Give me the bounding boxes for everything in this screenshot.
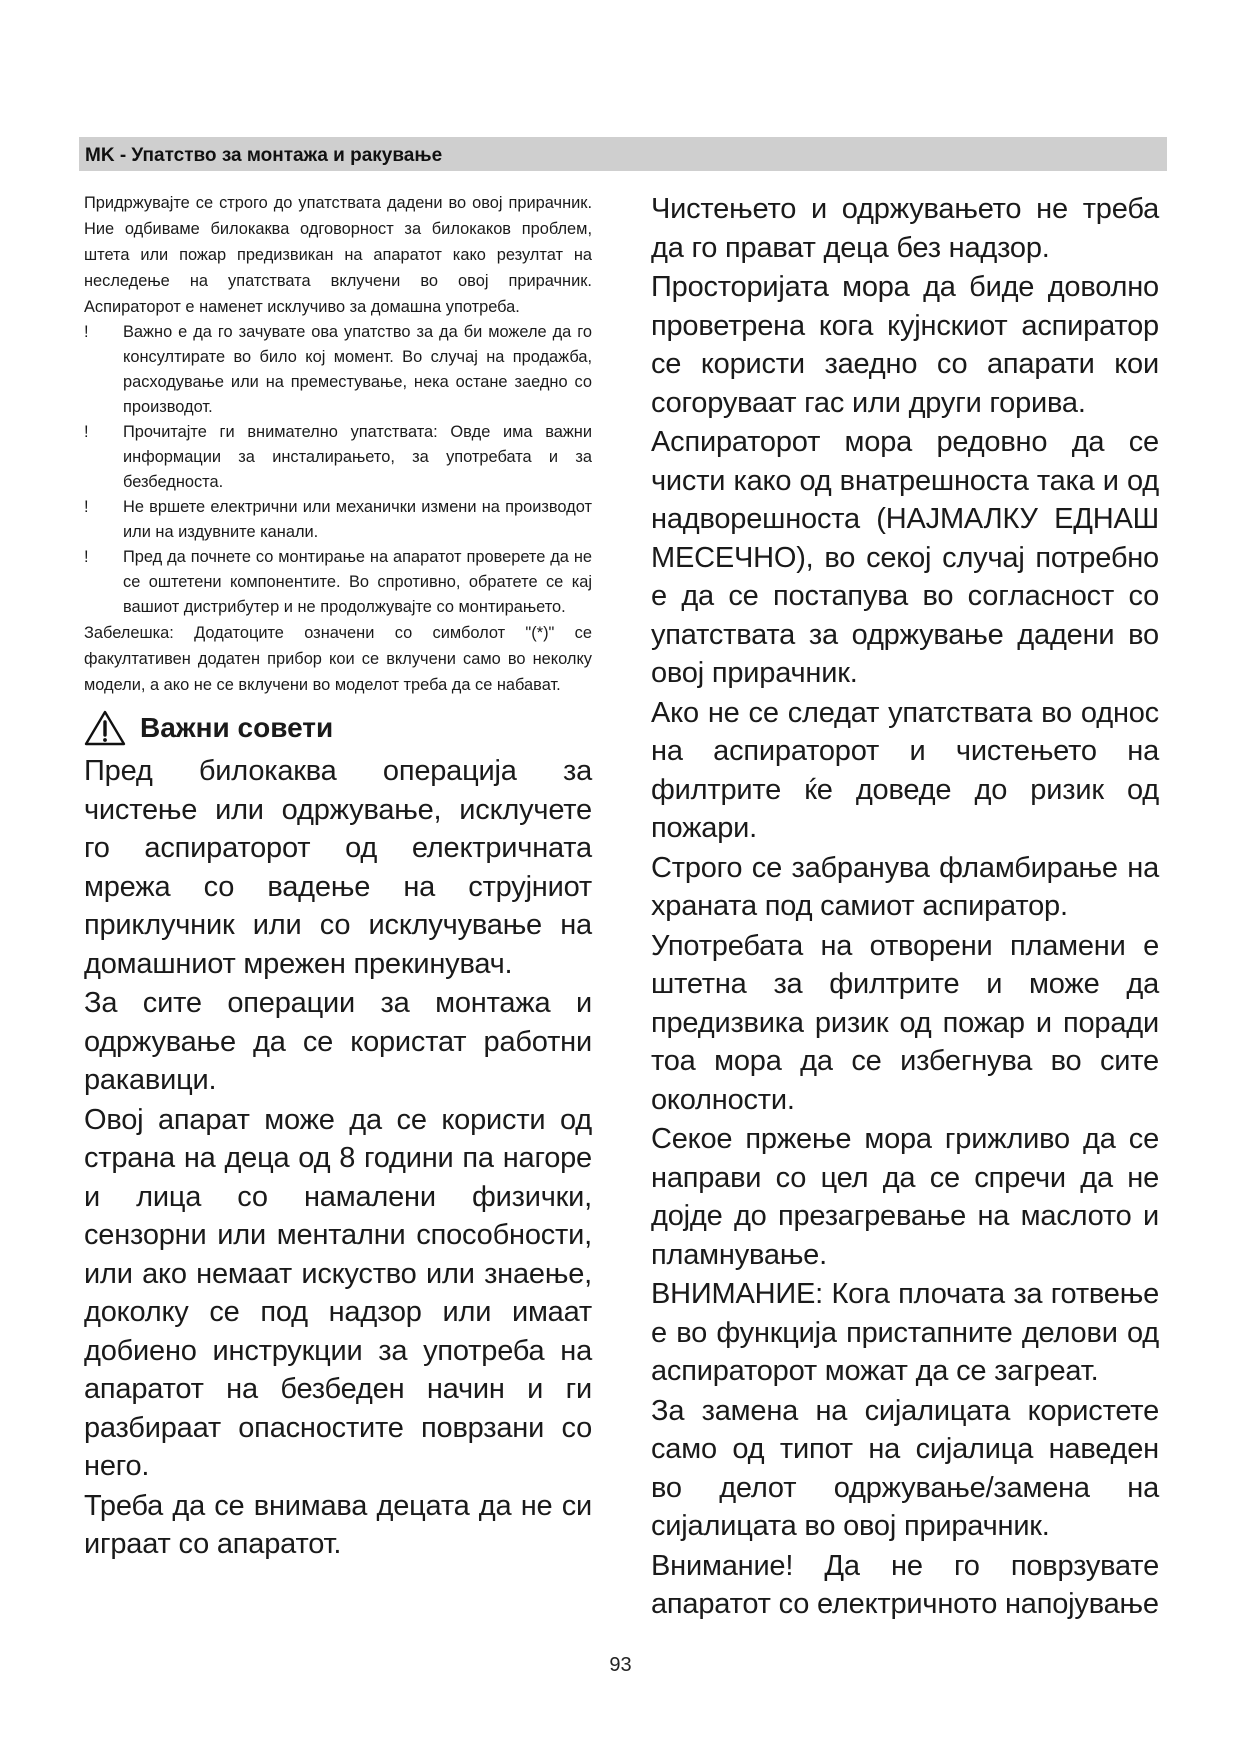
body-paragraph: Употребата на отворени пламени е штетна за филтрите и може да предизвика ризик од пожар и поради тоа мора да се избегнува во сите околности. [651,929,1159,1116]
exclamation-mark: ! [84,498,89,516]
body-paragraph: Аспираторот мора редовно да се чисти како од внатрешноста така и од надворешноста (НАЈМАЛКУ ЕДНАШ МЕСЕЧНО), во секој случај потребно е да се постапува во согласност со упатствата за одржување дадени во овој прирачник. [651,426,1159,689]
bullet-item [84,495,592,545]
body-paragraph: Пред билокаква операција за чистење или одржување, исклучете го аспираторот од електричната мрежа со вадење на струјниот приклучник или со исклучување на домашниот мрежен прекинувач. [84,755,592,980]
body-paragraph: Внимание! Да не го поврзувате апаратот со електричното напојување [651,1549,1159,1620]
body-paragraph: Секое пржење мора грижливо да се направи со цел да се спречи да не дојде до презагревање на маслото и пламнување. [651,1123,1159,1271]
body-paragraph: За сите операции за монтажа и одржување да се користат работни ракавици. [84,987,592,1096]
important-advice-title: Важни совети [140,712,334,743]
intro-paragraph: Придржувајте се строго до упатствата дадени во овој прирачник. Ние одбиваме билокаква одговорност за билокаков проблем, штета или пожар предизвикан на апаратот како резултат на неследење на упатствата вклучени во овој прирачник. Аспираторот е наменет исклучиво за домашна употреба. [84,194,592,316]
note-paragraph: Забелешка: Додатоците означени со симболот "(*)" се факултативен додатен прибор кои се вклучени само во неколку модели, а ако не се вклучени во моделот треба да се набават. [84,624,592,694]
left-column [84,190,592,1565]
bullet-text: Не вршете електрични или механички измени на производот или на издувните канали. [123,498,592,541]
body-paragraph: Ако не се следат упатствата во однос на аспираторот и чистењето на филтрите ќе доведе до ризик од пожари. [651,696,1159,844]
bullet-text: Важно е да го зачувате ова упатство за да би можеле да го консултирате во било кој момент. Во случај на продажба, расходување или на преместување, нека остане заедно со производот. [123,323,592,416]
bullet-item [84,545,592,620]
important-advice-heading [84,708,592,748]
section-header-title: MK - Упатство за монтажа и ракување [85,145,443,166]
section-header-bar [79,137,1167,171]
page-number: 93 [609,1654,632,1676]
body-paragraph: Просторијата мора да биде доволно проветрена кога кујнскиот аспиратор се користи заедно со апарати кои согоруваат гас или други горива. [651,271,1159,419]
warning-bullet-list [84,320,592,620]
body-paragraph: Треба да се внимава децата да не си играат со апаратот. [84,1489,592,1560]
exclamation-mark: ! [84,423,89,441]
body-paragraph: Строго се забранува фламбирање на храната под самиот аспиратор. [651,851,1159,922]
bullet-item [84,420,592,495]
body-paragraph: Чистењето и одржувањето не треба да го прават деца без надзор. [651,193,1159,264]
bullet-text: Пред да почнете со монтирање на апаратот проверете да не се оштетени компонентите. Во спротивно, обратете се кај вашиот дистрибутер и не продолжувајте со монтирањето. [123,548,592,616]
exclamation-mark: ! [84,323,89,341]
bullet-item [84,320,592,420]
body-paragraph: ВНИМАНИЕ: Кога плочата за готвење е во функција пристапните делови од аспираторот можат да се загреат. [651,1278,1159,1387]
body-paragraph: За замена на сијалицата користете само од типот на сијалица наведен во делот одржување/замена на сијалицата во овој прирачник. [651,1394,1159,1542]
body-paragraph: Овој апарат може да се користи од страна на деца од 8 години па нагоре и лица со намалени физички, сензорни или ментални способности, или ако немаат искуство или знаење, доколку се под надзор или имаат добиено инструкции за употреба на апаратот на безбеден начин и ги разбираат опасностите поврзани со него. [84,1103,592,1482]
warning-triangle-icon [84,710,126,746]
right-column [651,190,1159,1625]
bullet-text: Прочитајте ги внимателно упатствата: Овде има важни информации за инсталирањето, за употребата и за безбедноста. [123,423,592,491]
exclamation-mark: ! [84,548,89,566]
